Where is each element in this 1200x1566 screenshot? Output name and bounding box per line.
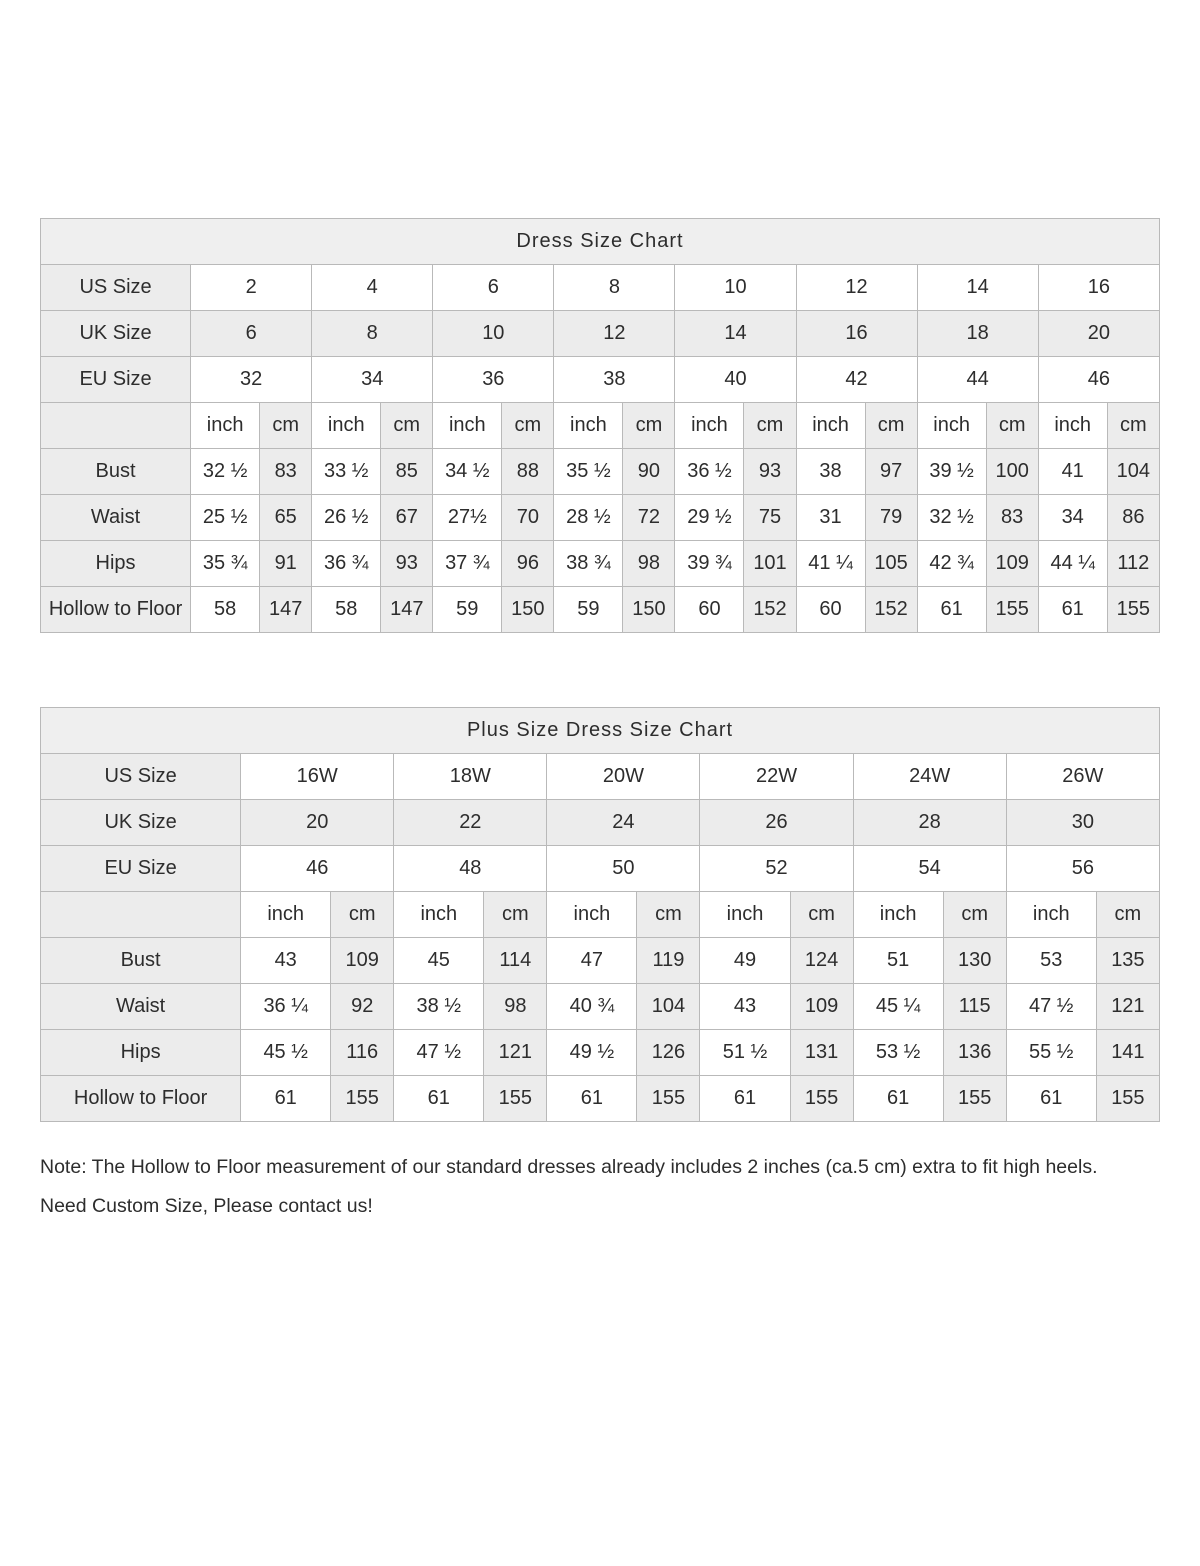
measurement-inch-value: 26 ½ [312, 495, 381, 541]
measurement-cm-value: 121 [1096, 984, 1159, 1030]
measurement-inch-value: 49 ½ [547, 1030, 637, 1076]
table-title: Plus Size Dress Size Chart [41, 708, 1160, 754]
measurement-inch-value: 27½ [433, 495, 502, 541]
measurement-inch-value: 41 [1038, 449, 1107, 495]
measurement-cm-value: 130 [943, 938, 1006, 984]
measurement-inch-value: 47 ½ [394, 1030, 484, 1076]
size-value: 22W [700, 754, 853, 800]
unit-label: inch [1006, 892, 1096, 938]
size-value: 8 [312, 311, 433, 357]
unit-label: cm [260, 403, 312, 449]
measurement-cm-value: 131 [790, 1030, 853, 1076]
size-value: 6 [191, 311, 312, 357]
unit-label: cm [1096, 892, 1159, 938]
size-row [41, 265, 1160, 311]
size-value: 34 [312, 357, 433, 403]
size-value: 20 [1038, 311, 1159, 357]
measurement-cm-value: 98 [623, 541, 675, 587]
size-value: 46 [241, 846, 394, 892]
measurement-inch-value: 33 ½ [312, 449, 381, 495]
size-row [41, 800, 1160, 846]
unit-label: inch [700, 892, 790, 938]
measurement-row [41, 449, 1160, 495]
size-value: 10 [433, 311, 554, 357]
measurement-inch-value: 60 [675, 587, 744, 633]
note-heel-allowance-text: Note: The Hollow to Floor measurement of our standard dresses already includes 2 inches (ca.5 cm) extra to fit high heels. [40, 1156, 1098, 1178]
size-value: 26W [1006, 754, 1159, 800]
measurement-cm-value: 152 [744, 587, 796, 633]
measurement-row [41, 984, 1160, 1030]
measurement-cm-value: 70 [502, 495, 554, 541]
unit-label: inch [917, 403, 986, 449]
size-value: 42 [796, 357, 917, 403]
measurement-inch-value: 25 ½ [191, 495, 260, 541]
unit-label: inch [675, 403, 744, 449]
measurement-row [41, 541, 1160, 587]
size-value: 38 [554, 357, 675, 403]
measurement-inch-value: 61 [241, 1076, 331, 1122]
size-value: 40 [675, 357, 796, 403]
measurement-inch-value: 35 ½ [554, 449, 623, 495]
measurement-cm-value: 141 [1096, 1030, 1159, 1076]
measurement-row [41, 1076, 1160, 1122]
measurement-cm-value: 91 [260, 541, 312, 587]
measurement-cm-value: 109 [790, 984, 853, 1030]
measurement-inch-value: 31 [796, 495, 865, 541]
size-value: 14 [917, 265, 1038, 311]
measurement-inch-value: 61 [394, 1076, 484, 1122]
size-value: 12 [554, 311, 675, 357]
measurement-inch-value: 61 [917, 587, 986, 633]
measurement-inch-value: 41 ¼ [796, 541, 865, 587]
size-value: 26 [700, 800, 853, 846]
unit-label: inch [433, 403, 502, 449]
measurement-inch-value: 61 [1038, 587, 1107, 633]
measurement-inch-value: 35 ¾ [191, 541, 260, 587]
measurement-cm-value: 124 [790, 938, 853, 984]
measurement-cm-value: 116 [331, 1030, 394, 1076]
measurement-inch-value: 45 [394, 938, 484, 984]
table-title: Dress Size Chart [41, 219, 1160, 265]
measurement-inch-value: 28 ½ [554, 495, 623, 541]
measurement-cm-value: 126 [637, 1030, 700, 1076]
size-value: 10 [675, 265, 796, 311]
measurement-cm-value: 155 [331, 1076, 394, 1122]
measurement-inch-value: 40 ¾ [547, 984, 637, 1030]
size-value: 2 [191, 265, 312, 311]
measurement-cm-value: 101 [744, 541, 796, 587]
measurement-cm-value: 147 [260, 587, 312, 633]
measurement-cm-value: 155 [790, 1076, 853, 1122]
size-value: 52 [700, 846, 853, 892]
measurement-inch-value: 45 ¼ [853, 984, 943, 1030]
size-row [41, 754, 1160, 800]
size-value: 12 [796, 265, 917, 311]
unit-label: inch [312, 403, 381, 449]
size-value: 16W [241, 754, 394, 800]
measurement-inch-value: 29 ½ [675, 495, 744, 541]
measurement-cm-value: 98 [484, 984, 547, 1030]
measurement-cm-value: 83 [986, 495, 1038, 541]
measurement-cm-value: 115 [943, 984, 1006, 1030]
measurement-cm-value: 86 [1107, 495, 1159, 541]
size-value: 24W [853, 754, 1006, 800]
measurement-inch-value: 55 ½ [1006, 1030, 1096, 1076]
measurement-inch-value: 58 [191, 587, 260, 633]
size-value: 44 [917, 357, 1038, 403]
measurement-cm-value: 97 [865, 449, 917, 495]
unit-label: cm [381, 403, 433, 449]
unit-header-row [41, 892, 1160, 938]
measurement-inch-value: 61 [853, 1076, 943, 1122]
measurement-inch-value: 36 ¼ [241, 984, 331, 1030]
row-label: Hips [41, 541, 191, 587]
unit-label: cm [943, 892, 1006, 938]
measurement-inch-value: 34 [1038, 495, 1107, 541]
measurement-inch-value: 47 [547, 938, 637, 984]
measurement-inch-value: 53 ½ [853, 1030, 943, 1076]
size-value: 30 [1006, 800, 1159, 846]
measurement-inch-value: 51 ½ [700, 1030, 790, 1076]
measurement-inch-value: 45 ½ [241, 1030, 331, 1076]
measurement-cm-value: 150 [623, 587, 675, 633]
size-value: 14 [675, 311, 796, 357]
measurement-row [41, 1030, 1160, 1076]
size-value: 32 [191, 357, 312, 403]
size-value: 54 [853, 846, 1006, 892]
unit-row-empty-label [41, 403, 191, 449]
unit-label: inch [191, 403, 260, 449]
measurement-cm-value: 104 [1107, 449, 1159, 495]
measurement-inch-value: 59 [554, 587, 623, 633]
measurement-cm-value: 109 [331, 938, 394, 984]
measurement-inch-value: 42 ¾ [917, 541, 986, 587]
size-value: 46 [1038, 357, 1159, 403]
measurement-inch-value: 61 [1006, 1076, 1096, 1122]
measurement-inch-value: 36 ¾ [312, 541, 381, 587]
measurement-inch-value: 47 ½ [1006, 984, 1096, 1030]
measurement-cm-value: 92 [331, 984, 394, 1030]
measurement-inch-value: 43 [700, 984, 790, 1030]
measurement-inch-value: 49 [700, 938, 790, 984]
measurement-cm-value: 114 [484, 938, 547, 984]
unit-label: inch [554, 403, 623, 449]
plus-size-dress-size-chart-table [40, 707, 1160, 1122]
size-value: 22 [394, 800, 547, 846]
measurement-cm-value: 119 [637, 938, 700, 984]
row-label: Hollow to Floor [41, 587, 191, 633]
row-label: UK Size [41, 311, 191, 357]
measurement-cm-value: 135 [1096, 938, 1159, 984]
row-label: Bust [41, 449, 191, 495]
measurement-inch-value: 44 ¼ [1038, 541, 1107, 587]
unit-label: cm [1107, 403, 1159, 449]
size-value: 16 [1038, 265, 1159, 311]
row-label: Waist [41, 495, 191, 541]
unit-label: inch [547, 892, 637, 938]
size-value: 20W [547, 754, 700, 800]
measurement-inch-value: 43 [241, 938, 331, 984]
unit-label: cm [865, 403, 917, 449]
measurement-cm-value: 72 [623, 495, 675, 541]
measurement-cm-value: 155 [943, 1076, 1006, 1122]
dress-size-chart-table [40, 218, 1160, 633]
row-label: Bust [41, 938, 241, 984]
row-label: US Size [41, 754, 241, 800]
unit-label: cm [331, 892, 394, 938]
unit-label: inch [853, 892, 943, 938]
unit-label: cm [502, 403, 554, 449]
measurement-inch-value: 38 [796, 449, 865, 495]
size-row [41, 311, 1160, 357]
unit-label: cm [790, 892, 853, 938]
measurement-cm-value: 96 [502, 541, 554, 587]
measurement-cm-value: 65 [260, 495, 312, 541]
row-label: UK Size [41, 800, 241, 846]
note [40, 1148, 1160, 1226]
row-label: EU Size [41, 357, 191, 403]
row-label: Hollow to Floor [41, 1076, 241, 1122]
unit-label: inch [394, 892, 484, 938]
measurement-cm-value: 112 [1107, 541, 1159, 587]
measurement-cm-value: 155 [484, 1076, 547, 1122]
measurement-cm-value: 109 [986, 541, 1038, 587]
measurement-cm-value: 93 [744, 449, 796, 495]
measurement-inch-value: 39 ¾ [675, 541, 744, 587]
plus-size-dress-size-chart-section [40, 707, 1160, 1122]
size-value: 8 [554, 265, 675, 311]
measurement-cm-value: 150 [502, 587, 554, 633]
measurement-cm-value: 152 [865, 587, 917, 633]
size-value: 20 [241, 800, 394, 846]
measurement-cm-value: 100 [986, 449, 1038, 495]
unit-label: cm [744, 403, 796, 449]
measurement-inch-value: 37 ¾ [433, 541, 502, 587]
measurement-cm-value: 90 [623, 449, 675, 495]
measurement-cm-value: 83 [260, 449, 312, 495]
measurement-cm-value: 155 [1107, 587, 1159, 633]
measurement-cm-value: 105 [865, 541, 917, 587]
row-label: Hips [41, 1030, 241, 1076]
size-value: 50 [547, 846, 700, 892]
measurement-inch-value: 51 [853, 938, 943, 984]
measurement-cm-value: 85 [381, 449, 433, 495]
size-row [41, 846, 1160, 892]
measurement-inch-value: 53 [1006, 938, 1096, 984]
size-value: 48 [394, 846, 547, 892]
unit-label: cm [484, 892, 547, 938]
measurement-cm-value: 147 [381, 587, 433, 633]
measurement-cm-value: 104 [637, 984, 700, 1030]
measurement-cm-value: 136 [943, 1030, 1006, 1076]
unit-label: cm [637, 892, 700, 938]
row-label: EU Size [41, 846, 241, 892]
row-label: Waist [41, 984, 241, 1030]
unit-label: inch [241, 892, 331, 938]
measurement-cm-value: 155 [637, 1076, 700, 1122]
size-value: 6 [433, 265, 554, 311]
measurement-inch-value: 61 [547, 1076, 637, 1122]
measurement-inch-value: 60 [796, 587, 865, 633]
unit-label: inch [1038, 403, 1107, 449]
measurement-cm-value: 93 [381, 541, 433, 587]
unit-label: cm [623, 403, 675, 449]
measurement-cm-value: 75 [744, 495, 796, 541]
measurement-inch-value: 61 [700, 1076, 790, 1122]
measurement-inch-value: 34 ½ [433, 449, 502, 495]
measurement-inch-value: 38 ¾ [554, 541, 623, 587]
unit-label: cm [986, 403, 1038, 449]
measurement-row [41, 938, 1160, 984]
size-value: 36 [433, 357, 554, 403]
size-value: 24 [547, 800, 700, 846]
measurement-inch-value: 32 ½ [191, 449, 260, 495]
unit-label: inch [796, 403, 865, 449]
measurement-cm-value: 155 [1096, 1076, 1159, 1122]
size-value: 4 [312, 265, 433, 311]
measurement-cm-value: 121 [484, 1030, 547, 1076]
measurement-cm-value: 88 [502, 449, 554, 495]
unit-header-row [41, 403, 1160, 449]
measurement-cm-value: 67 [381, 495, 433, 541]
size-value: 18 [917, 311, 1038, 357]
unit-row-empty-label [41, 892, 241, 938]
note-custom-size-text: Need Custom Size, Please contact us! [40, 1195, 373, 1217]
measurement-inch-value: 58 [312, 587, 381, 633]
measurement-inch-value: 32 ½ [917, 495, 986, 541]
size-value: 56 [1006, 846, 1159, 892]
size-row [41, 357, 1160, 403]
dress-size-chart-section [40, 218, 1160, 633]
measurement-row [41, 587, 1160, 633]
measurement-row [41, 495, 1160, 541]
measurement-inch-value: 38 ½ [394, 984, 484, 1030]
measurement-inch-value: 39 ½ [917, 449, 986, 495]
size-value: 18W [394, 754, 547, 800]
measurement-cm-value: 79 [865, 495, 917, 541]
measurement-inch-value: 36 ½ [675, 449, 744, 495]
row-label: US Size [41, 265, 191, 311]
measurement-inch-value: 59 [433, 587, 502, 633]
size-value: 16 [796, 311, 917, 357]
measurement-cm-value: 155 [986, 587, 1038, 633]
size-value: 28 [853, 800, 1006, 846]
